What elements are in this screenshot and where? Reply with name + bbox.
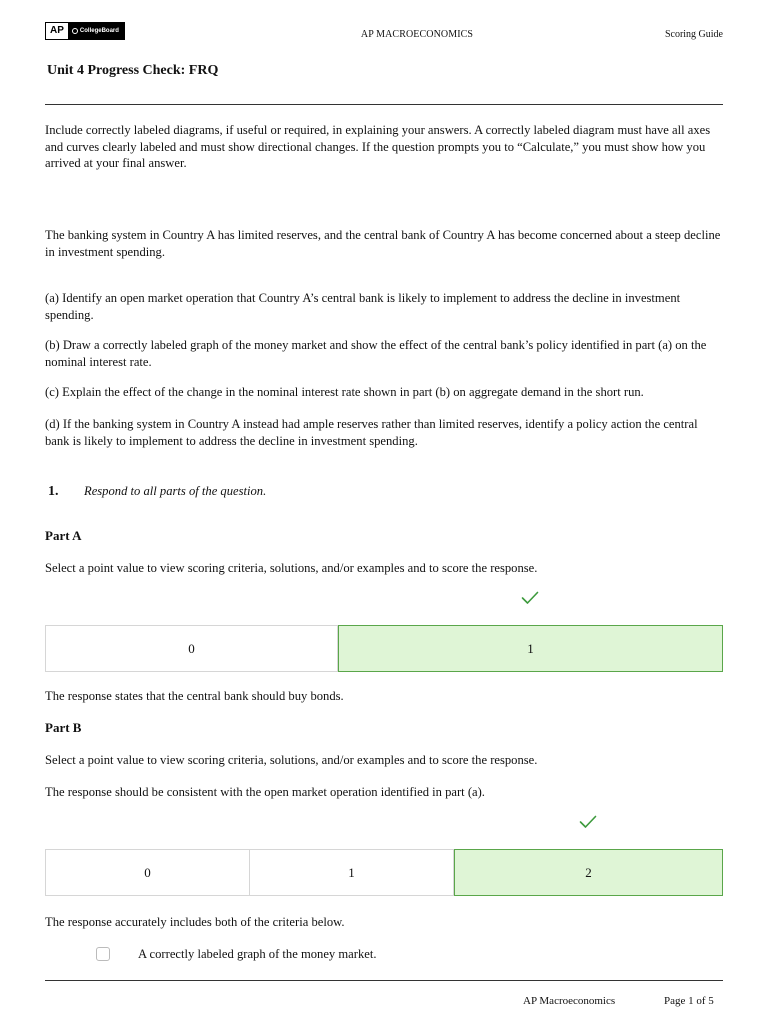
instructions-text: Include correctly labeled diagrams, if useful or required, in explaining your answers. A correctly labeled diagram must have all axes and curves clearly labeled and must show directional changes. If the question prompts you to “Calculate,” you must show how you arrived at your final answer.: [45, 123, 711, 170]
question-prompt: Respond to all parts of the question.: [84, 484, 267, 498]
question-part-a-text: (a) Identify an open market operation that Country A’s central bank is likely to implement to address the decline in investment spending.: [45, 291, 681, 322]
header-course-title: AP MACROECONOMICS: [360, 29, 474, 40]
part-b-score-0-button[interactable]: 0: [45, 849, 250, 896]
criterion-text: A correctly labeled graph of the money market.: [138, 947, 377, 961]
check-icon: [521, 591, 539, 605]
part-b-instruction: Select a point value to view scoring criteria, solutions, and/or examples and to score the response.: [45, 753, 538, 767]
header-divider: [45, 104, 723, 105]
footer-course: AP Macroeconomics: [523, 995, 616, 1007]
logo-collegeboard-text: CollegeBoard: [79, 28, 119, 34]
check-icon: [579, 815, 597, 829]
part-a-response: The response states that the central bank should buy bonds.: [45, 689, 344, 703]
part-a-score-0-button[interactable]: 0: [45, 625, 338, 672]
question-part-c-text: (c) Explain the effect of the change in the nominal interest rate shown in part (b) on aggregate demand in the short run.: [45, 385, 644, 399]
question-part-b-text: (b) Draw a correctly labeled graph of the money market and show the effect of the central bank’s policy identified in part (a) on the nominal interest rate.: [45, 338, 707, 369]
part-a-instruction: Select a point value to view scoring criteria, solutions, and/or examples and to score the response.: [45, 561, 538, 575]
part-b-score-1-button[interactable]: 1: [250, 849, 454, 896]
part-a-heading: Part A: [45, 528, 82, 543]
part-a-score-selector: [45, 625, 723, 672]
question-number: 1.: [48, 484, 59, 499]
part-b-note: The response should be consistent with the open market operation identified in part (a).: [45, 785, 485, 799]
question-part-d-text: (d) If the banking system in Country A instead had ample reserves rather than limited reserves, identify a policy action the central bank is likely to implement to address the decline in investment spending.: [45, 417, 698, 448]
part-a-score-1-button[interactable]: 1: [338, 625, 723, 672]
page-title: Unit 4 Progress Check: FRQ: [47, 63, 219, 78]
part-b-heading: Part B: [45, 720, 82, 735]
part-b-score-selector: [45, 849, 723, 896]
part-b-score-2-button[interactable]: 2: [454, 849, 723, 896]
criterion-checkbox[interactable]: [96, 947, 110, 961]
footer-page-number: Page 1 of 5: [664, 995, 714, 1007]
footer-divider: [45, 980, 723, 981]
logo-ap-text: AP: [46, 23, 68, 39]
part-b-response: The response accurately includes both of the criteria below.: [45, 915, 345, 929]
header-scoring-guide: Scoring Guide: [664, 29, 723, 40]
question-stem: The banking system in Country A has limited reserves, and the central bank of Country A has become concerned about a steep decline in investment spending.: [45, 228, 721, 259]
